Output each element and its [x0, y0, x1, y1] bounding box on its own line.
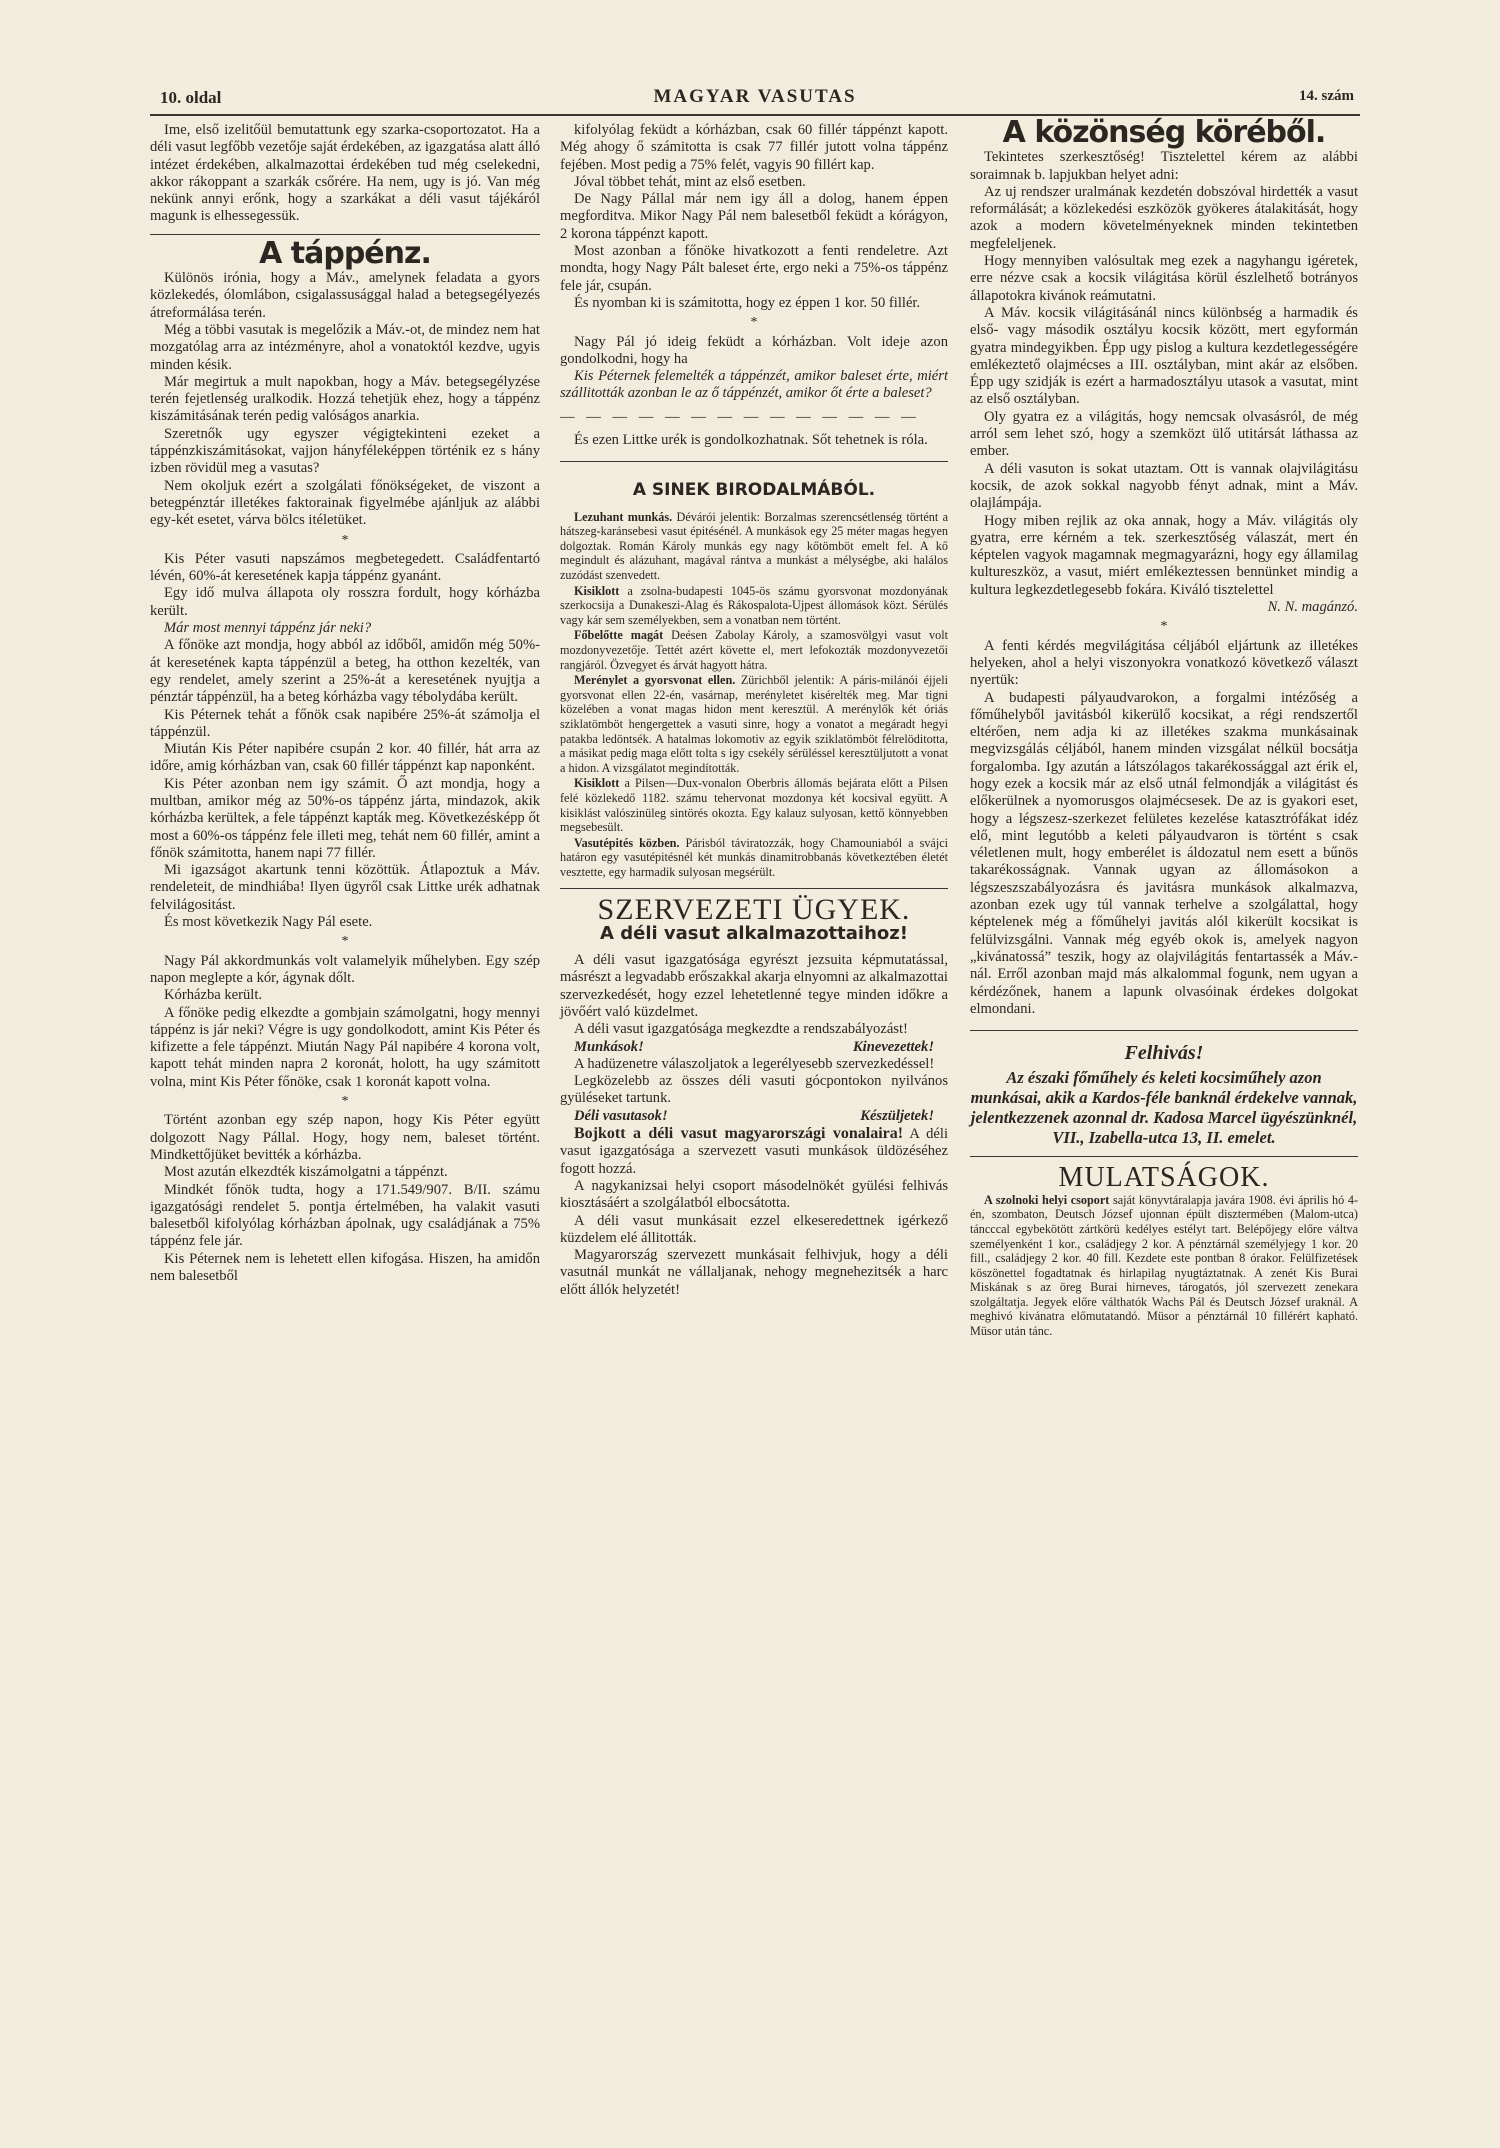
section-heading: A SINEK BIRODALMÁBÓL. [632, 480, 876, 501]
event-lead: A szolnoki helyi csoport [984, 1192, 1110, 1207]
paragraph: Történt azonban egy szép napon, hogy Kis Péter együtt dolgozott Nagy Pállal. Hogy, hogy nem, baleset történt. Mindkettőjüket bevitték a kórházba. [150, 1112, 540, 1163]
paragraph: Kórházba került. [164, 987, 263, 1004]
paragraph: A déli vasut munkásait ezzel elkeseredettnek igérkező küzdelem elé állitották. [560, 1212, 948, 1246]
notice-heading: Felhivás! [1124, 1042, 1204, 1065]
issue-number: 14. szám [1299, 88, 1354, 104]
paragraph: Miután Kis Péter napibére csupán 2 kor. 40 fillér, hát arra az időre, amig kórházban van, csak 60 fillér táppénzt kap naponként. [150, 741, 540, 775]
paragraph: A nagykanizsai helyi csoport másodelnökét gyülési felhivás kiosztásáért a szolgálatból elbocsátotta. [560, 1177, 948, 1212]
column-1 [150, 122, 540, 1285]
paragraph: A főnöke pedig elkezdte a gombjain számolgatni, hogy mennyi táppénz is jár neki? Végre is ugy gondolkodott, amint Kis Péter és kifizette a fele táppénzt. Miután Nagy Pál napibére 4 korona volt, kapott tehát minden napra 2 koronát, holott, ha ugy számitott volna, mint Kis Péter főnöke, csak 1 koronát kapott volna. [150, 1004, 540, 1090]
section-subheading: A déli vasut alkalmazottaihoz! [600, 922, 908, 944]
paragraph: Még a többi vasutak is megelőzik a Máv.-ot, de mindez nem hat mozgatólag arra az intézményre, ahol a vonatoktól kezdve, ugyis minden késik. [150, 321, 540, 373]
paragraph: Oly gyatra ez a világitás, hogy nemcsak olvasásról, de még arról sem lehet szó, hogy a szemközt ülő utitársát láthassa az ember. [970, 408, 1358, 460]
news-item [560, 510, 948, 583]
divider [150, 234, 540, 235]
paragraph: Kis Péternek nem is lehetett ellen kifogása. Hiszen, ha amidőn nem balesetből [150, 1250, 540, 1284]
notice-text: Az északi főműhely és keleti kocsiműhely azon munkásai, akik a Kardos-féle banknál érdekelve vannak, jelentkezzenek azonnal dr. Kadosa Marcel ügyészünknél, VII., Izabella-utca 13, II. emelet. [970, 1068, 1358, 1148]
column-2 [560, 122, 948, 1299]
paragraph: De Nagy Pállal már nem igy áll a dolog, hanem éppen megforditva. Mikor Nagy Pál nem balesetből feküdt a kórágyon, 2 korona táppénzt kapott. [560, 191, 948, 242]
section-heading: A közönség köréből. [1002, 115, 1326, 150]
paragraph: Már megirtuk a mult napokban, hogy a Máv. betegsegélyzése terén fejetlenség uralkodik. Hozzá tehetjük ehez, hogy a táppénz kiszámitásának terén pedig valóságos anarkia. [150, 373, 540, 425]
news-lead: Lezuhant munkás. [574, 509, 673, 524]
event-item [970, 1193, 1358, 1339]
section-heading: MULATSÁGOK. [1058, 1162, 1270, 1194]
paragraph: Egy idő mulva állapota oly rosszra fordult, hogy kórházba került. [150, 585, 540, 619]
paragraph: Hogy mennyiben valósultak meg ezek a nagyhangu igéretek, erre nézve csak a kocsik világitása körül észlelhető botrányos állapotokra kivánok reámutatni. [970, 253, 1358, 304]
paragraph: Magyarország szervezett munkásait felhivjuk, hogy a déli vasutnál munkát ne vállaljanak, nehogy megnehezitsék a harc előtt állók helyzetét! [560, 1247, 948, 1298]
paragraph: A déli vasuton is sokat utaztam. Ott is vannak olajvilágitásu kocsik, de azok sokkal nagyobb fényt adnak, mint a Máv. olajlámpája. [970, 460, 1358, 512]
callout-left: Munkások! [574, 1038, 644, 1055]
callout-right: Készüljetek! [860, 1107, 934, 1124]
event-notice [970, 1193, 1358, 1339]
section-heading: SZERVEZETI ÜGYEK. [597, 893, 911, 927]
paragraph: És most következik Nagy Pál esete. [164, 914, 373, 931]
paragraph: Kis Péternek tehát a főnök csak napibére 25%-át számolja el táppénzül. [150, 706, 540, 740]
paragraph: Jóval többet tehát, mint az első esetben. [574, 173, 806, 190]
article-heading: A táppénz. [259, 235, 431, 271]
paragraph: A Máv. kocsik világitásánál nincs különbség a harmadik és első- vagy második osztályu kocsik között, mert egyformán gyatra mindegyikben. Épp ugy pislog a kultura kezdetlegességére emlékeztető olajmécses a III. osztályban, mint akár az elsőben. Épp ugy szidják is ezért a harmadosztályu utasok a vasutat, mint az első osztályban. [970, 304, 1358, 408]
event-text: saját könyvtáralapja javára 1908. évi április hó 4-én, szombaton, Deutsch József ujonnan épült disztermében (Malom-utca) táncccal egybekötött zártkörü kedélyes estélyt tart. Belépőjegy előre váltva személyenként 1 kor., családjegy 2 kor. A pénztárnál személyjegy 1 kor. 20 fill., családjegy 2 kor. 40 fill. Kezdete este pontban 8 órakor. Felülfizetések köszönettel fogadtatnak és hirlapilag nyugtáztatnak. A zenét Kis Burai Miskának s az öreg Burai hirneves, tárogatós, jól szervezett zenekara szolgáltatja. Jegyek előre válthatók Wachs Pál és Deutsch József uraknál. A meghivó kivánatra előmutatandó. Müsor a pénztárnál 10 fillérért kapható. Müsor után tánc. [970, 1192, 1359, 1339]
news-item [560, 673, 948, 775]
news-text: a zsolna-budapesti 1045-ös számu gyorsvonat mozdonyának szerkocsija a Dunakeszi-Alag és Rákospalota-Ujpest állomások közt. Sérülés vagy kár sem személyekben, sem a vonatban nem történt. [560, 583, 948, 627]
column-3 [970, 115, 1359, 1340]
paragraph: Kis Péter azonban nem igy számit. Ő azt mondja, hogy a multban, amikor még az 50%-os táppénz járta, mindazok, akik kórházba kerültek, a fele táppénzt kapták meg. Következésképp őt most a 60%-os táppénz fele illeti meg, tehát nem 60 fillér, amint a főnök számitotta, hanem napi 77 fillér. [150, 775, 540, 861]
paragraph: Most azután elkezdték kiszámolgatni a táppénzt. [164, 1164, 448, 1181]
news-text: Párisból táviratozzák, hogy Chamouniaból a svájci határon egy vasutépitésnél két munkás dinamitrobbanás következtében életét vesztette, egy harmadik sulyosan megsérült. [560, 835, 949, 879]
news-text: Zürichből jelentik: A páris-milánói éjjeli gyorsvonat ellen 22-én, vasárnap, merényletet kisérelték meg. Mar tigni közelében a vonat magas hidon ment keresztül. A merénylők két óriás sziklatömböt hengergettek a vasuti sinre, hogy a vonatot a megáradt hegyi patakba ledöntsék. A hatalmas lokomotiv az egyik sziklatömböt félrelöditotta, a másikat pedig maga előtt tolta s igy csekély sérüléssel keresztüljutott a vonat a hidon. A vizsgálatot megindították. [560, 673, 948, 775]
salutation: Tekintetes szerkesztőség! Tisztelettel kérem az alábbi soraimnak b. lapjukban helyet adni: [970, 149, 1358, 183]
paragraph: Hogy miben rejlik az oka annak, hogy a Máv. világitás oly gyatra, erre kérném a tek. szerkesztőség válaszát, mert én képtelen vagyok magamnak megmagyarázni, hogy egy államilag kultureszköz, a vasut, miért emlékeztessen bennünket mindig a kultura legkezdetlegesebb fokára. Kiváló tisztelettel [970, 512, 1358, 598]
news-list [560, 510, 948, 880]
callout-row [560, 1108, 948, 1125]
news-item [560, 836, 948, 880]
paragraph: Legközelebb az összes déli vasuti gócpontokon nyilvános gyüléseket tartunk. [560, 1073, 948, 1107]
paragraph: Szeretnők ugy egyszer végigtekinteni ezeket a táppénzkiszámitásokat, vajjon hányféleképpen történik ez s hány izben rövidül meg a vasutas? [150, 425, 540, 477]
paragraph: A déli vasut igazgatósága megkezdte a rendszabályozást! [574, 1021, 908, 1038]
paragraph: A főnöke azt mondja, hogy abból az időből, amidőn még 50%-át keresetének kapta táppénzül a beteg, ha otthon kezelték, van egy rendelet, amely szerint a 25%-át a keresetének nyujtja a pénztár táppénzül, ha a beteg kórházba vagy tébolydába került. [150, 637, 540, 706]
paragraph: Most azonban a főnöke hivatkozott a fenti rendeletre. Azt mondta, hogy Nagy Pált baleset érte, ergo neki a 75%-os táppénz fele jár, csupán. [560, 243, 948, 294]
notice-box [970, 1030, 1358, 1157]
paragraph: És ezen Littke urék is gondolkozhatnak. Sőt tehetnek is róla. [574, 432, 928, 449]
section-star: * [341, 532, 349, 548]
paragraph: A déli vasut igazgatósága egyrészt jezsuita képmutatással, másrészt a legvadabb erőszakkal akarja elnyomni az alkalmazottai szervezkedését, hogy ezzel lehetetlenné tegye minden időkre a jövőért való küzdelmet. [560, 952, 948, 1020]
signature: N. N. magánzó. [1267, 599, 1358, 616]
callout-right: Kinevezettek! [852, 1038, 934, 1055]
quote-italic: Kis Péternek felemelték a táppénzét, amikor baleset érte, miért szállitották azonban le az ő táppénzét, amikor őt érte a baleset? [560, 368, 948, 402]
paragraph: A budapesti pályaudvarokon, a forgalmi intézőség a főműhelyből javitásból kikerülő kocsikat, a régi rendszertől eltérően, nem adja ki az illetékes szakma munkásainak megvizsgálás céljából, hanem minden vizsgálat nélkül bocsátja forgalomba. Igy azután a látszólagos takarékossággal azt érik el, hogy ezek a kocsik már az első utnál felmondják a világitást és előkerülnek a nyomorusgos olajmécsesek. De az is gyakori eset, hogy a légszesz-szerkezet felületes kezelése katasztrófákat idéz elő, mint legutóbb a keleti pályaudvaron is történt s csak véletlenen mult, hogy emberélet is áldozatul nem esett a bűnös takarékosságnak. Vannak ugyan az állomásokon a légszeszszabályozásra és javitásra munkások alkalmazva, azonban ezek ugy túl vannak terhelve a szolgálattal, hogy képtelenek még a főműhelyi javitás alól kikerült kocsikat is felülvizsgálni. Vannak még egyéb okok is, amelyek nagyon „kivánatossá” teszik, hogy az olajvilágitás fentartassék a Máv.-nál. Erről azonban majd más alkalommal fogunk, nem ugyan a kérdézőnek, hanem a lapunk olvasóinak érdekes dolgokat elmondani. [970, 689, 1358, 1017]
paragraph [560, 1125, 948, 1178]
news-item [560, 628, 948, 672]
paragraph-text: A déli vasut igazgatósága a szervezett vasuti munkások üldözéséhez fogott hozzá. [560, 1126, 949, 1177]
section-star: * [750, 315, 758, 331]
article-intro: Ime, első izelitőül bemutattunk egy szarka-csoportozatot. Ha a déli vasut legfőbb vezetője saját érdekében, az igazgatása alatt álló intézet érdekében, alkalmazottai érdekében tud még cselekedni, akkor rákoppant a szarkák csőrére. Ha nem, ugy is jó. Van még nekünk annyi erőnk, hogy a szarkákat a déli vasut tájékáról magunk is elhessegessük. [150, 122, 540, 225]
masthead-title: MAGYAR VASUTAS [653, 86, 857, 107]
paragraph: A fenti kérdés megvilágitása céljából eljártunk az illetékes helyeken, ahol a helyi viszonyokra vonatkozó következő választ nyertük: [970, 637, 1358, 689]
paragraph: A hadüzenetre válaszoljatok a legerélyesebb szervezkedéssel! [574, 1055, 935, 1072]
paragraph: Nagy Pál jó ideig feküdt a kórházban. Volt ideje azon gondolkodni, hogy ha [560, 333, 948, 367]
news-section [560, 461, 948, 889]
paragraph: Az uj rendszer uralmának kezdetén dobszóval hirdették a vasut reformálását; a közlekedési eszközök gyökeres átalakitását, hogy azok a modern követelményeknek minden tekintetben megfeleljenek. [970, 183, 1358, 252]
section-star: * [1160, 619, 1168, 635]
paragraph: Mi igazságot akartunk tenni közöttük. Átlapoztuk a Máv. rendeleteit, de mindhiába! Ilyen ügyről csak Littke urék adhatnak felvilágositást. [150, 862, 540, 913]
callout-row [560, 1039, 948, 1056]
news-lead: Kisiklott [574, 583, 620, 598]
news-item [560, 776, 948, 834]
news-lead: Merénylet a gyorsvonat ellen. [574, 673, 736, 688]
news-text: Dévárói jelentik: Borzalmas szerencsétlenség történt a hátszeg-karánsebesi vasut épitésénél. A munkások egy 25 méter magas hegyen dolgoztak. Román Károly munkás egy nagy kőtömböt emelt fel. A kő megindult és alázuhant, magával rántva a munkást a mélységbe, aki halálos zuzódást szenvedett. [560, 509, 948, 583]
callout-left: Déli vasutasok! [574, 1107, 668, 1124]
section-star: * [341, 1094, 349, 1110]
news-item [560, 584, 948, 628]
paragraph: Kis Péter vasuti napszámos megbetegedett. Családfentartó lévén, 60%-át keresetének kapja táppénz gyanánt. [150, 550, 540, 585]
paragraph: Különös irónia, hogy a Máv., amelynek feladata a gyors közlekedés, ólomlábon, csigalassusággal halad a betegsegélyezés átreformálása terén. [150, 270, 540, 321]
news-lead: Vasutépités közben. [574, 835, 680, 850]
paragraph: Nagy Pál akkordmunkás volt valamelyik műhelyben. Egy szép napon meglepte a kór, ágynak dőlt. [150, 952, 540, 986]
section-star: * [341, 934, 349, 950]
page-number: 10. oldal [160, 88, 222, 107]
paragraph: Mindkét főnök tudta, hogy a 171.549/907. B/II. számu igazgatósági rendelet 5. pontja értelmében, ha valakit vasuti balesetből kifolyólag kórházban ápolnak, ugy családjának a 75% táppénz fele jár. [150, 1181, 540, 1250]
page-header [150, 84, 1360, 116]
paragraph: kifolyólag feküdt a kórházban, csak 60 fillér táppénzt kapott. Még ahogy ő számitotta is csak 77 fillér jutott volna táppénz fejében. Most pedig a 75% felét, vagyis 90 fillért kap. [560, 122, 948, 173]
news-text: Deésen Zabolay Károly, a szamosvölgyi vasut volt mozdonyvezetője. Tettét azért követte el, mert lefokozták mozdonyvezetői rangjáról. Özvegyet és árvát hagyott hátra. [560, 628, 948, 672]
paragraph-italic: Már most mennyi táppénz jár neki? [164, 620, 372, 637]
boycott-lead: Bojkott a déli vasut magyarországi vonalaira! [574, 1125, 904, 1143]
news-lead: Kisiklott [574, 776, 620, 791]
paragraph: Nem okoljuk ezért a szolgálati főnökségeket, de viszont a betegpénztár illetékes faktorainak figyelmébe ajánljuk az alábbi egy-két esetet, várva bölcs itéletüket. [150, 477, 540, 529]
paragraph: És nyomban ki is számitotta, hogy ez éppen 1 kor. 50 fillér. [574, 294, 921, 311]
news-text: a Pilsen—Dux-vonalon Oberbris állomás bejárata előtt a Pilsen felé közlekedő 1182. számu tehervonat mozdonya két kocsival együtt. A kisiklást valószinüleg sintörés okozta. Egy kalauz sulyosan, kettő könnyebben megsebesült. [560, 776, 949, 835]
news-lead: Főbelőtte magát [574, 628, 664, 643]
dash-divider: — — — — — — — — — — — — — — [560, 408, 920, 425]
